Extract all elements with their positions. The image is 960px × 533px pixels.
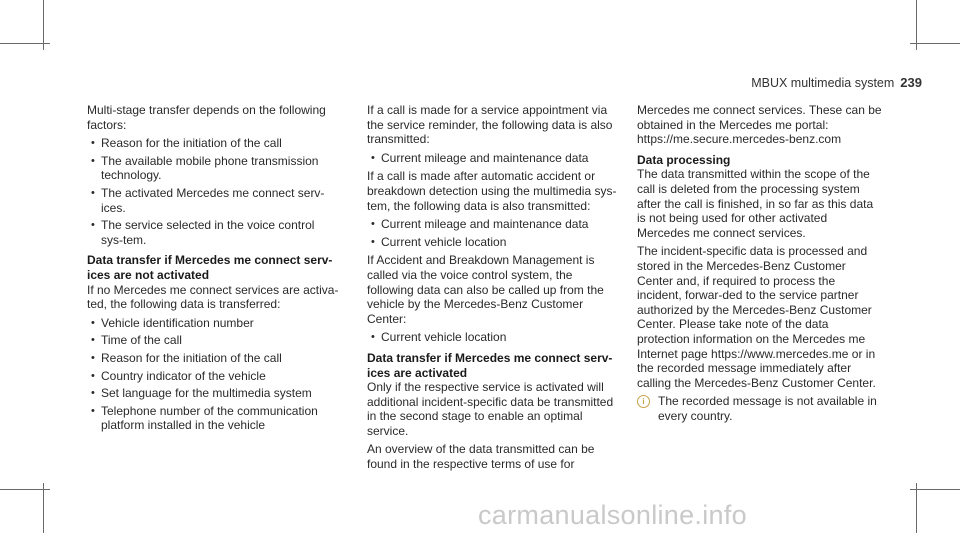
list-item: • Reason for the initiation of the call [87, 136, 339, 151]
crop-mark [43, 483, 44, 533]
bullet-list [367, 330, 617, 345]
list-item: • Country indicator of the vehicle [87, 369, 339, 384]
page-number: 239 [900, 75, 922, 90]
crop-mark [910, 489, 960, 490]
crop-mark [916, 483, 917, 533]
list-item: • The activated Mercedes me connect serv-ices. [87, 186, 339, 215]
list-item: • Current vehicle location [367, 235, 617, 250]
bullet-list [87, 316, 339, 433]
list-item: • Telephone number of the communication platform installed in the vehicle [87, 404, 339, 433]
list-item: • The available mobile phone transmission technology. [87, 154, 339, 183]
list-item: • Current mileage and maintenance data [367, 217, 617, 232]
section-heading: Data processing [637, 152, 731, 167]
column-3 [637, 103, 883, 423]
paragraph: If a call is made after automatic accident or breakdown detection using the multimedia sys-tem, the following data is also transmitted: [367, 169, 617, 213]
list-item: • Current vehicle location [367, 330, 617, 345]
paragraph: If Accident and Breakdown Management is called via the voice control system, the following data can also be called up from the vehicle by the Mercedes-Benz Customer Center: [367, 253, 604, 326]
paragraph: The data transmitted within the scope of the call is deleted from the processing system after the call is finished, in so far as this data is not being used for other activated Mercedes me connect services. [637, 167, 874, 240]
list-item: • Set language for the multimedia system [87, 386, 339, 401]
page-header [751, 75, 922, 90]
header-title: MBUX multimedia system [751, 76, 895, 90]
section-heading: Data transfer if Mercedes me connect serv-ices are not activated [87, 253, 333, 282]
crop-mark [0, 489, 50, 490]
watermark: carmanualsonline.info [478, 500, 747, 530]
section-heading: Data transfer if Mercedes me connect serv-ices are activated [367, 350, 613, 380]
column-2 [367, 103, 617, 476]
list-item: • Time of the call [87, 333, 339, 348]
bullet-list [87, 136, 339, 247]
paragraph: Multi-stage transfer depends on the following factors: [87, 103, 326, 132]
paragraph: The incident-specific data is processed and stored in the Mercedes-Benz Customer Center and, if required to process the incident, forwar-ded to the service partner authorized by the Mercedes-Benz Customer Center. Please take note of the data protection information on the Mercedes me Internet page https://www.mercedes.me or in the recorded message immediately after calling the Mercedes-Benz Customer Center. [637, 244, 876, 390]
list-item: • The service selected in the voice control sys-tem. [87, 218, 339, 247]
list-item: • Reason for the initiation of the call [87, 351, 339, 366]
paragraph: If a call is made for a service appointment via the service reminder, the following data is also transmitted: [367, 103, 613, 147]
column-1 [87, 103, 339, 437]
paragraph: Only if the respective service is activated will additional incident-specific data be transmitted in the second stage to enable an optimal service. [367, 380, 614, 438]
list-item: • Current mileage and maintenance data [367, 151, 617, 166]
paragraph: Mercedes me connect services. These can be obtained in the Mercedes me portal: https://me.secure.mercedes-benz.com [637, 103, 882, 147]
note [637, 394, 883, 423]
paragraph: If no Mercedes me connect services are activa-ted, the following data is transferred: [87, 282, 339, 312]
info-icon: i [637, 395, 650, 408]
note-text: The recorded message is not available in every country. [658, 394, 877, 423]
bullet-list [367, 217, 617, 249]
bullet-list [367, 151, 617, 166]
list-item: • Vehicle identification number [87, 316, 339, 331]
paragraph: An overview of the data transmitted can be found in the respective terms of use for [367, 442, 595, 472]
crop-mark [910, 43, 960, 44]
crop-mark [0, 43, 50, 44]
